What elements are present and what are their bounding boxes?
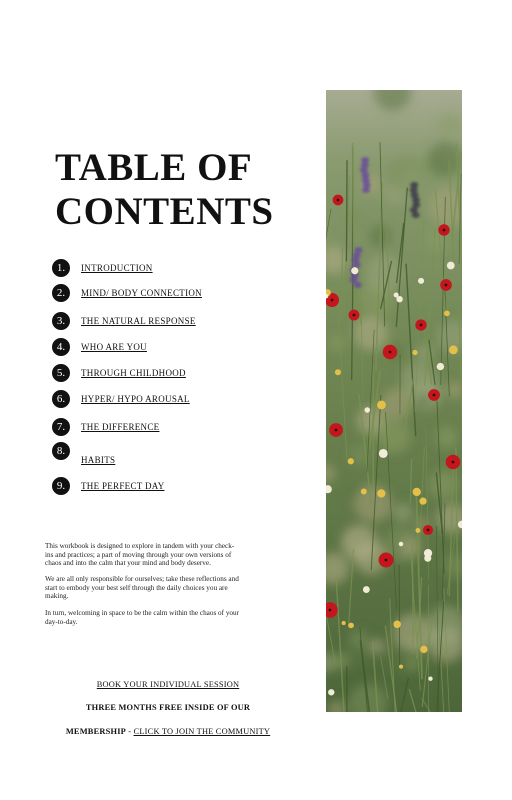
poppy-center [329, 609, 332, 612]
toc-number-badge: 5. [52, 364, 70, 382]
toc-link-the-difference[interactable]: THE DIFFERENCE [81, 422, 160, 432]
toc-item-natural-response[interactable] [52, 312, 196, 330]
membership-text: MEMBERSHIP [65, 727, 126, 736]
membership-offer-line [40, 703, 296, 712]
small-flower [399, 542, 404, 547]
poppy-center [445, 284, 448, 287]
small-flower [393, 621, 401, 629]
paragraph-line: In turn, welcoming in space to be the calm within the chaos of your [45, 609, 240, 617]
small-flower [428, 677, 432, 681]
intro-paragraph-1 [45, 542, 285, 568]
small-flower [419, 498, 426, 505]
toc-item-hyper-hypo-arousal[interactable] [52, 390, 190, 408]
grass-stem [412, 543, 413, 654]
small-flower [420, 646, 427, 653]
wildflower-photo [326, 90, 462, 712]
toc-number-badge: 9. [52, 477, 70, 495]
toc-link-through-childhood[interactable]: THROUGH CHILDHOOD [81, 368, 186, 378]
poppy-center [335, 429, 338, 432]
small-flower [342, 621, 346, 625]
toc-item-through-childhood[interactable] [52, 364, 186, 382]
toc-number-badge: 4. [52, 338, 70, 356]
toc-number-badge: 8. [52, 442, 70, 460]
small-flower [335, 369, 341, 375]
paragraph-line: chaos and into the calm that your mind and body deserve. [45, 559, 211, 568]
lupine-floret [352, 257, 360, 263]
lupine-floret [354, 282, 362, 288]
lupine-floret [350, 277, 358, 283]
lupine-floret [360, 167, 368, 173]
poppy-center [420, 324, 423, 327]
paragraph-line: ins and practices; a part of moving through your own versions of [45, 550, 232, 559]
poppy-center [433, 394, 436, 397]
toc-item-who-are-you[interactable] [52, 338, 147, 356]
background-blur [354, 316, 388, 350]
title-line-1: TABLE OF [55, 146, 253, 189]
poppy-center [337, 199, 340, 202]
poppy-center [427, 529, 430, 532]
background-blur [417, 393, 430, 406]
paragraph-line: making. [45, 592, 69, 601]
small-flower [424, 555, 431, 562]
toc-link-mind-body-connection[interactable]: MIND/ BODY CONNECTION [81, 288, 202, 298]
free-months-text: THREE MONTHS FREE INSIDE OF OUR [85, 703, 251, 712]
small-flower [364, 407, 370, 413]
toc-item-perfect-day[interactable] [52, 477, 165, 495]
background-blur [345, 483, 361, 499]
toc-number-badge: 7. [52, 418, 70, 436]
small-flower [444, 311, 450, 317]
toc-item-mind-body-connection[interactable] [52, 284, 202, 302]
lupine-floret [354, 247, 362, 253]
paragraph-line: We are all only responsible for ourselves; take these reflections and [45, 575, 239, 583]
lupine-floret [361, 162, 369, 168]
small-flower [363, 586, 370, 593]
toc-number-badge: 2. [52, 284, 70, 302]
lupine-floret [411, 192, 419, 198]
background-blur [369, 639, 384, 654]
toc-link-introduction[interactable]: INTRODUCTION [81, 263, 153, 273]
poppy-center [443, 229, 446, 232]
poppy-center [389, 351, 392, 354]
grass-stem [346, 161, 347, 261]
small-flower [377, 400, 386, 409]
title-line-2: CONTENTS [55, 190, 274, 233]
book-session-link[interactable]: BOOK YOUR INDIVIDUAL SESSION [96, 680, 240, 689]
paragraph-line: start to embody your best self through the daily choices you are [45, 583, 228, 592]
small-flower [413, 488, 421, 496]
toc-item-introduction[interactable] [52, 259, 153, 277]
small-flower [437, 363, 444, 370]
page-title [55, 146, 315, 234]
join-community-row [40, 727, 296, 736]
book-session-link-row [40, 680, 296, 689]
background-blur [439, 113, 461, 135]
small-flower [328, 689, 334, 695]
small-flower [377, 489, 385, 497]
toc-number-badge: 1. [52, 259, 70, 277]
separator-text: - [125, 727, 134, 736]
poppy-center [385, 559, 388, 562]
wildflower-meadow-image [326, 90, 462, 712]
small-flower [361, 488, 367, 494]
toc-item-the-difference[interactable] [52, 418, 159, 436]
paragraph-line: day-to-day. [45, 617, 78, 626]
toc-link-who-are-you[interactable]: WHO ARE YOU [81, 342, 147, 352]
small-flower [394, 292, 399, 297]
small-flower [351, 267, 358, 274]
intro-paragraph-3 [45, 609, 285, 626]
join-community-link[interactable]: CLICK TO JOIN THE COMMUNITY [133, 727, 271, 736]
small-flower [399, 665, 403, 669]
small-flower [348, 623, 354, 629]
lupine-floret [353, 252, 361, 258]
small-flower [348, 458, 354, 464]
toc-number-badge: 3. [52, 312, 70, 330]
background-blur [349, 629, 368, 648]
background-blur [406, 657, 419, 670]
toc-number-badge: 6. [52, 390, 70, 408]
toc-link-habits[interactable]: HABITS [81, 455, 116, 465]
poppy-center [452, 461, 455, 464]
small-flower [449, 345, 458, 354]
toc-link-perfect-day[interactable]: THE PERFECT DAY [81, 481, 165, 491]
small-flower [412, 350, 417, 355]
small-flower [447, 262, 455, 270]
small-flower [418, 278, 424, 284]
background-blur [328, 335, 344, 351]
background-blur [393, 614, 431, 652]
small-flower [379, 449, 388, 458]
lupine-floret [412, 212, 420, 218]
poppy-center [331, 299, 334, 302]
poppy-center [353, 314, 356, 317]
intro-paragraph-2 [45, 575, 285, 601]
paragraph-line: This workbook is designed to explore in tandem with your check- [45, 542, 235, 550]
toc-item-habits[interactable] [52, 442, 115, 470]
toc-link-hyper-hypo-arousal[interactable]: HYPER/ HYPO AROUSAL [81, 394, 190, 404]
toc-link-natural-response[interactable]: THE NATURAL RESPONSE [81, 316, 196, 326]
background-blur [393, 503, 412, 522]
small-flower [416, 528, 421, 533]
lupine-floret [362, 187, 370, 193]
